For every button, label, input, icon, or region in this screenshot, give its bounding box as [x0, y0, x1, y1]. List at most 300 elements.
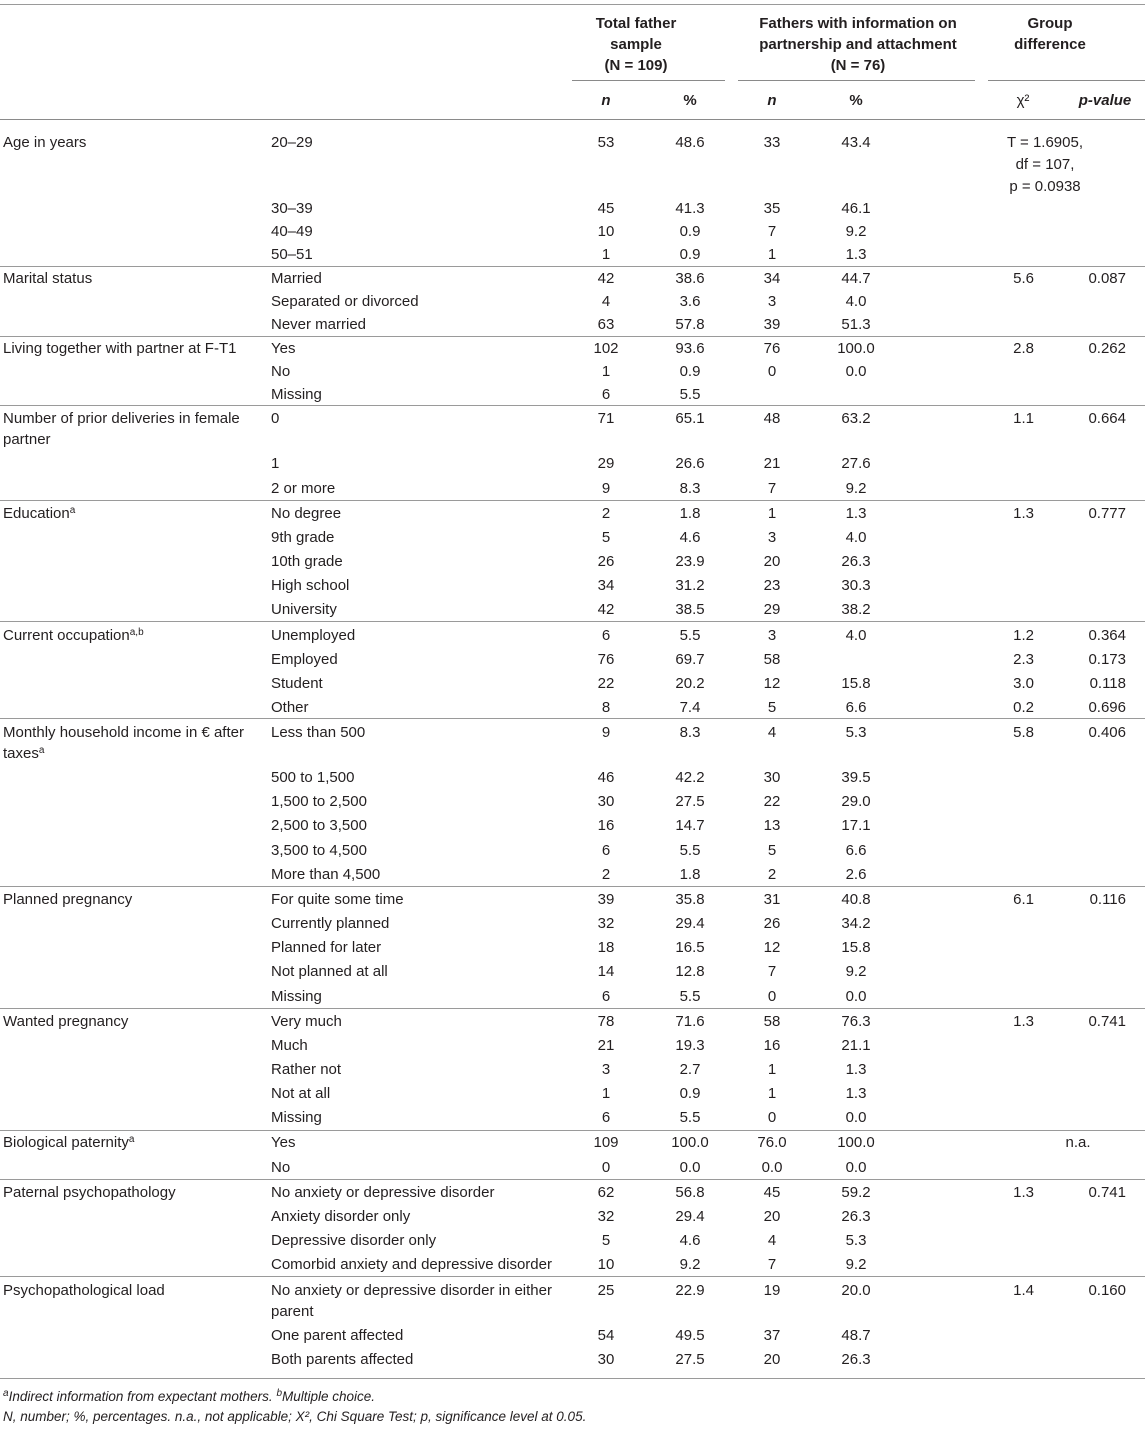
pct-total-cell: 65.1 [675, 410, 705, 427]
pct-info-cell: 17.1 [841, 817, 871, 834]
pct-total-cell: 20.2 [675, 675, 705, 692]
p-value-cell: 0.118 [1089, 675, 1126, 692]
category-cell: 30–39 [271, 200, 313, 217]
pct-info-cell: 34.2 [841, 915, 871, 932]
group-label [3, 1280, 165, 1301]
group-label-text: Current occupation [3, 627, 130, 644]
n-info-cell: 5 [767, 699, 777, 716]
group-label-text: Wanted pregnancy [3, 1013, 129, 1030]
n-info-cell: 1 [767, 505, 777, 522]
chi-square-cell: 1.1 [1013, 410, 1034, 427]
pct-info-cell: 0.0 [845, 988, 867, 1005]
category-cell: 9th grade [271, 529, 335, 546]
n-info-cell: 37 [763, 1327, 781, 1344]
n-total-cell: 10 [597, 1256, 615, 1273]
category-cell: No anxiety or depressive disorder in either parent [271, 1282, 552, 1320]
n-total-cell: 42 [597, 601, 615, 618]
pct-total-cell: 0.9 [679, 363, 701, 380]
pct-total-cell: 57.8 [675, 316, 705, 333]
pct-total-cell: 9.2 [679, 1256, 701, 1273]
category-cell: For quite some time [271, 891, 404, 908]
n-info-cell: 7 [767, 223, 777, 240]
pct-info-cell: 2.6 [845, 866, 867, 883]
pct-total-cell: 2.7 [679, 1061, 701, 1078]
group-label-text: Living together with partner at F-T1 [3, 340, 237, 357]
pct-total-cell: 23.9 [675, 553, 705, 570]
category-cell: No [271, 1159, 291, 1176]
pct-info-cell: 9.2 [845, 1256, 867, 1273]
pct-total-cell: 3.6 [679, 293, 701, 310]
n-info-cell: 0 [767, 363, 777, 380]
n-info-cell: 7 [767, 1256, 777, 1273]
n-info-cell: 12 [763, 939, 781, 956]
pct-info-cell: 100.0 [837, 1134, 875, 1151]
p-value-cell: 0.741 [1088, 1184, 1126, 1201]
n-total-cell: 3 [601, 1061, 611, 1078]
p-value-cell: 0.777 [1088, 505, 1126, 522]
group-label [3, 625, 144, 646]
pct-info-cell: 40.8 [841, 891, 871, 908]
pct-total-cell: 1.8 [679, 505, 701, 522]
p-value-cell: 0.087 [1088, 270, 1126, 287]
n-info-cell: 3 [767, 627, 777, 644]
subheader-chi-square: χ² [1016, 92, 1030, 109]
category-cell: 500 to 1,500 [271, 769, 355, 786]
n-total-cell: 18 [597, 939, 615, 956]
header-info-sample: Fathers with information on partnership and attachment (N = 76) [759, 15, 957, 74]
footnote-marker: a [69, 505, 76, 516]
n-total-cell: 10 [597, 223, 615, 240]
n-total-cell: 21 [597, 1037, 615, 1054]
category-cell: Not at all [271, 1085, 331, 1102]
pct-total-cell: 29.4 [675, 1208, 705, 1225]
pct-total-cell: 5.5 [679, 386, 701, 403]
n-info-cell: 20 [763, 1351, 781, 1368]
n-total-cell: 22 [597, 675, 615, 692]
category-cell: 50–51 [271, 246, 313, 263]
pct-info-cell: 0.0 [845, 1159, 867, 1176]
n-total-cell: 39 [597, 891, 615, 908]
pct-total-cell: 19.3 [675, 1037, 705, 1054]
p-value-cell: 0.160 [1088, 1282, 1126, 1299]
chi-square-cell: 1.2 [1013, 627, 1034, 644]
n-info-cell: 4 [767, 724, 777, 741]
group-label [3, 1132, 134, 1153]
n-total-cell: 6 [601, 386, 611, 403]
n-total-cell: 76 [597, 651, 615, 668]
group-label [3, 132, 86, 153]
group-separator [0, 500, 1145, 501]
pct-total-cell: 8.3 [679, 724, 701, 741]
group-label [3, 889, 132, 910]
n-info-cell: 1 [767, 246, 777, 263]
n-total-cell: 32 [597, 915, 615, 932]
n-info-cell: 5 [767, 842, 777, 859]
n-total-cell: 6 [601, 1109, 611, 1126]
n-info-cell: 20 [763, 1208, 781, 1225]
pct-total-cell: 22.9 [675, 1282, 705, 1299]
pct-info-cell: 27.6 [841, 455, 871, 472]
pct-info-cell: 6.6 [845, 699, 867, 716]
n-info-cell: 30 [763, 769, 781, 786]
n-info-cell: 58 [763, 1013, 781, 1030]
group-label [3, 1182, 176, 1203]
footnote-2: N, number; %, percentages. n.a., not applicable; X², Chi Square Test; p, significance level at 0.05. [3, 1409, 587, 1424]
pct-total-cell: 4.6 [679, 529, 701, 546]
n-info-cell: 12 [763, 675, 781, 692]
n-total-cell: 9 [601, 724, 611, 741]
n-info-cell: 1 [767, 1085, 777, 1102]
footnote-marker: a,b [129, 627, 144, 638]
category-cell: Missing [271, 1109, 322, 1126]
p-value-cell: 0.741 [1088, 1013, 1126, 1030]
pct-info-cell: 59.2 [841, 1184, 871, 1201]
n-total-cell: 42 [597, 270, 615, 287]
pct-info-cell: 20.0 [841, 1282, 871, 1299]
group-separator [0, 405, 1145, 406]
category-cell: Comorbid anxiety and depressive disorder [271, 1256, 552, 1273]
pct-total-cell: 5.5 [679, 627, 701, 644]
footnote-marker: a [38, 745, 45, 756]
category-cell: 1 [271, 455, 280, 472]
chi-square-cell: 5.8 [1013, 724, 1034, 741]
group-label-text: Education [3, 505, 70, 522]
group-stat-line: df = 107, [1015, 156, 1075, 173]
n-info-cell: 7 [767, 963, 777, 980]
group-label [3, 1011, 128, 1032]
pct-info-cell: 29.0 [841, 793, 871, 810]
category-cell: Yes [271, 340, 296, 357]
category-cell: Very much [271, 1013, 342, 1030]
chi-square-cell: 5.6 [1013, 270, 1034, 287]
group-separator [0, 1276, 1145, 1277]
n-total-cell: 6 [601, 842, 611, 859]
pct-total-cell: 38.6 [675, 270, 705, 287]
n-info-cell: 23 [763, 577, 781, 594]
n-total-cell: 32 [597, 1208, 615, 1225]
category-cell: One parent affected [271, 1327, 404, 1344]
pct-info-cell: 6.6 [845, 842, 867, 859]
pct-info-cell: 0.0 [845, 363, 867, 380]
pct-info-cell: 15.8 [841, 675, 871, 692]
category-cell: No [271, 363, 291, 380]
pct-total-cell: 5.5 [679, 1109, 701, 1126]
category-cell: 2 or more [271, 480, 336, 497]
chi-square-cell: 2.3 [1013, 651, 1034, 668]
n-total-cell: 25 [597, 1282, 615, 1299]
pct-total-cell: 27.5 [675, 1351, 705, 1368]
pct-total-cell: 1.8 [679, 866, 701, 883]
header-total-underline [572, 80, 725, 81]
n-total-cell: 16 [597, 817, 615, 834]
n-total-cell: 34 [597, 577, 615, 594]
pct-total-cell: 5.5 [679, 842, 701, 859]
n-info-cell: 34 [763, 270, 781, 287]
pct-info-cell: 39.5 [841, 769, 871, 786]
pct-info-cell: 76.3 [841, 1013, 871, 1030]
n-total-cell: 1 [601, 363, 611, 380]
pct-info-cell: 26.3 [841, 553, 871, 570]
group-label-text: Paternal psychopathology [3, 1184, 176, 1201]
p-value-cell: 0.173 [1088, 651, 1126, 668]
pct-info-cell: 51.3 [841, 316, 871, 333]
group-separator [0, 266, 1145, 267]
pct-total-cell: 31.2 [675, 577, 705, 594]
pct-total-cell: 41.3 [675, 200, 705, 217]
category-cell: Employed [271, 651, 338, 668]
p-value-cell: 0.262 [1088, 340, 1126, 357]
n-info-cell: 19 [763, 1282, 781, 1299]
pct-info-cell: 100.0 [837, 340, 875, 357]
pct-info-cell: 1.3 [845, 246, 867, 263]
pct-info-cell: 15.8 [841, 939, 871, 956]
pct-total-cell: 5.5 [679, 988, 701, 1005]
chi-square-cell: 1.3 [1013, 1184, 1034, 1201]
category-cell: Both parents affected [271, 1351, 414, 1368]
n-total-cell: 54 [597, 1327, 615, 1344]
group-label-text: Biological paternity [3, 1134, 129, 1151]
subheader-pct-info: % [849, 92, 863, 109]
group-label-text: Psychopathological load [3, 1282, 165, 1299]
n-info-cell: 39 [763, 316, 781, 333]
pct-total-cell: 27.5 [675, 793, 705, 810]
chi-square-cell: 2.8 [1013, 340, 1034, 357]
n-info-cell: 0 [767, 988, 777, 1005]
group-label-text: Age in years [3, 134, 87, 151]
n-total-cell: 26 [597, 553, 615, 570]
chi-square-cell: 3.0 [1013, 675, 1034, 692]
n-total-cell: 53 [597, 134, 615, 151]
pct-total-cell: 16.5 [675, 939, 705, 956]
category-cell: Much [271, 1037, 308, 1054]
subheader-n-info: n [767, 92, 777, 109]
pct-total-cell: 0.9 [679, 223, 701, 240]
n-info-cell: 3 [767, 529, 777, 546]
n-info-cell: 7 [767, 480, 777, 497]
n-info-cell: 16 [763, 1037, 781, 1054]
n-info-cell: 13 [763, 817, 781, 834]
n-total-cell: 102 [593, 340, 619, 357]
subheader-pct-total: % [683, 92, 697, 109]
n-total-cell: 1 [601, 1085, 611, 1102]
n-info-cell: 31 [763, 891, 781, 908]
category-cell: Married [271, 270, 322, 287]
n-total-cell: 14 [597, 963, 615, 980]
category-cell: High school [271, 577, 350, 594]
category-cell: Other [271, 699, 309, 716]
pct-info-cell: 44.7 [841, 270, 871, 287]
pct-info-cell: 0.0 [845, 1109, 867, 1126]
n-info-cell: 0 [767, 1109, 777, 1126]
n-info-cell: 58 [763, 651, 781, 668]
p-value-cell: 0.664 [1088, 410, 1126, 427]
n-info-cell: 45 [763, 1184, 781, 1201]
pct-total-cell: 38.5 [675, 601, 705, 618]
pct-total-cell: 48.6 [675, 134, 705, 151]
group-label [3, 268, 92, 289]
group-stat-na: n.a. [1065, 1134, 1091, 1151]
category-cell: Less than 500 [271, 724, 366, 741]
pct-info-cell: 5.3 [845, 724, 867, 741]
table-bottom-rule [0, 1378, 1145, 1379]
category-cell: 1,500 to 2,500 [271, 793, 367, 810]
category-cell: Planned for later [271, 939, 382, 956]
n-info-cell: 22 [763, 793, 781, 810]
pct-total-cell: 26.6 [675, 455, 705, 472]
header-bottom-rule [0, 119, 1145, 120]
category-cell: Never married [271, 316, 367, 333]
category-cell: Anxiety disorder only [271, 1208, 411, 1225]
pct-info-cell: 26.3 [841, 1351, 871, 1368]
pct-total-cell: 8.3 [679, 480, 701, 497]
category-cell: Unemployed [271, 627, 356, 644]
n-total-cell: 29 [597, 455, 615, 472]
category-cell: More than 4,500 [271, 866, 381, 883]
n-info-cell: 0.0 [761, 1159, 783, 1176]
group-separator [0, 621, 1145, 622]
pct-total-cell: 35.8 [675, 891, 705, 908]
pct-info-cell: 26.3 [841, 1208, 871, 1225]
category-cell: Missing [271, 386, 322, 403]
category-cell: 0 [271, 410, 280, 427]
pct-total-cell: 100.0 [671, 1134, 709, 1151]
category-cell: 40–49 [271, 223, 313, 240]
group-separator [0, 336, 1145, 337]
pct-info-cell: 63.2 [841, 410, 871, 427]
header-total-sample: Total father sample (N = 109) [595, 15, 677, 74]
pct-info-cell: 46.1 [841, 200, 871, 217]
p-value-cell: 0.116 [1089, 891, 1126, 908]
pct-total-cell: 7.4 [679, 699, 701, 716]
pct-info-cell: 38.2 [841, 601, 871, 618]
n-info-cell: 21 [763, 455, 781, 472]
category-cell: Currently planned [271, 915, 390, 932]
pct-info-cell: 1.3 [845, 1085, 867, 1102]
n-total-cell: 30 [597, 793, 615, 810]
n-info-cell: 76.0 [757, 1134, 787, 1151]
n-total-cell: 0 [601, 1159, 611, 1176]
category-cell: 3,500 to 4,500 [271, 842, 367, 859]
group-separator [0, 1130, 1145, 1131]
category-cell: Yes [271, 1134, 296, 1151]
n-total-cell: 5 [601, 1232, 611, 1249]
pct-total-cell: 49.5 [675, 1327, 705, 1344]
header-total-n: (N = 109) [604, 57, 668, 74]
n-total-cell: 78 [597, 1013, 615, 1030]
chi-square-cell: 0.2 [1013, 699, 1034, 716]
n-info-cell: 2 [767, 866, 777, 883]
group-label-text: Number of prior deliveries in female partner [3, 410, 240, 448]
pct-total-cell: 93.6 [675, 340, 705, 357]
subheader-n-total: n [601, 92, 611, 109]
footnote-marker: a [128, 1134, 135, 1145]
n-total-cell: 4 [601, 293, 611, 310]
chi-square-cell: 1.3 [1013, 1013, 1034, 1030]
n-info-cell: 26 [763, 915, 781, 932]
n-total-cell: 2 [601, 866, 611, 883]
pct-info-cell: 9.2 [845, 963, 867, 980]
group-label-text: Planned pregnancy [3, 891, 133, 908]
footnote-1: $^a$Indirect information from expectant mothers. $^b$Multiple choice. [3, 1388, 376, 1404]
pct-info-cell: 21.1 [841, 1037, 871, 1054]
pct-total-cell: 29.4 [675, 915, 705, 932]
pct-info-cell: 48.7 [841, 1327, 871, 1344]
header-info-underline [738, 80, 975, 81]
subheader-p-value: p-value [1078, 92, 1132, 109]
pct-total-cell: 56.8 [675, 1184, 705, 1201]
pct-info-cell: 9.2 [845, 480, 867, 497]
group-separator [0, 1179, 1145, 1180]
group-label [3, 408, 258, 450]
pct-total-cell: 0.0 [679, 1159, 701, 1176]
pct-info-cell: 4.0 [845, 627, 867, 644]
pct-info-cell: 30.3 [841, 577, 871, 594]
pct-info-cell: 4.0 [845, 529, 867, 546]
pct-info-cell: 1.3 [845, 505, 867, 522]
n-total-cell: 1 [601, 246, 611, 263]
category-cell: 2,500 to 3,500 [271, 817, 367, 834]
pct-total-cell: 0.9 [679, 1085, 701, 1102]
category-cell: Missing [271, 988, 322, 1005]
n-info-cell: 1 [767, 1061, 777, 1078]
chi-square-cell: 1.4 [1013, 1282, 1034, 1299]
p-value-cell: 0.406 [1088, 724, 1126, 741]
pct-total-cell: 42.2 [675, 769, 705, 786]
pct-info-cell: 4.0 [845, 293, 867, 310]
n-info-cell: 29 [763, 601, 781, 618]
n-total-cell: 63 [597, 316, 615, 333]
group-label [3, 338, 236, 359]
n-total-cell: 2 [601, 505, 611, 522]
header-group-difference: Group difference [1014, 15, 1086, 53]
n-total-cell: 30 [597, 1351, 615, 1368]
n-total-cell: 45 [597, 200, 615, 217]
n-info-cell: 20 [763, 553, 781, 570]
category-cell: No anxiety or depressive disorder [271, 1184, 495, 1201]
n-total-cell: 8 [601, 699, 611, 716]
category-cell: Rather not [271, 1061, 342, 1078]
n-total-cell: 71 [597, 410, 615, 427]
group-stat-line: p = 0.0938 [1009, 178, 1081, 195]
pct-total-cell: 0.9 [679, 246, 701, 263]
category-cell: Not planned at all [271, 963, 388, 980]
n-info-cell: 48 [763, 410, 781, 427]
pct-total-cell: 14.7 [675, 817, 705, 834]
n-info-cell: 3 [767, 293, 777, 310]
category-cell: Depressive disorder only [271, 1232, 437, 1249]
category-cell: Student [271, 675, 323, 692]
header-info-n: (N = 76) [830, 57, 886, 74]
chi-square-cell: 6.1 [1013, 891, 1034, 908]
n-info-cell: 33 [763, 134, 781, 151]
n-total-cell: 62 [597, 1184, 615, 1201]
n-info-cell: 4 [767, 1232, 777, 1249]
group-separator [0, 886, 1145, 887]
pct-total-cell: 71.6 [675, 1013, 705, 1030]
group-separator [0, 1008, 1145, 1009]
group-label [3, 722, 258, 764]
n-total-cell: 109 [593, 1134, 619, 1151]
group-separator [0, 718, 1145, 719]
header-group-underline [988, 80, 1145, 81]
pct-total-cell: 12.8 [675, 963, 705, 980]
chi-square-cell: 1.3 [1013, 505, 1034, 522]
pct-info-cell: 43.4 [841, 134, 871, 151]
n-info-cell: 35 [763, 200, 781, 217]
group-stat-line: T = 1.6905, [1006, 134, 1084, 151]
p-value-cell: 0.364 [1088, 627, 1126, 644]
group-label-text: Marital status [3, 270, 93, 287]
